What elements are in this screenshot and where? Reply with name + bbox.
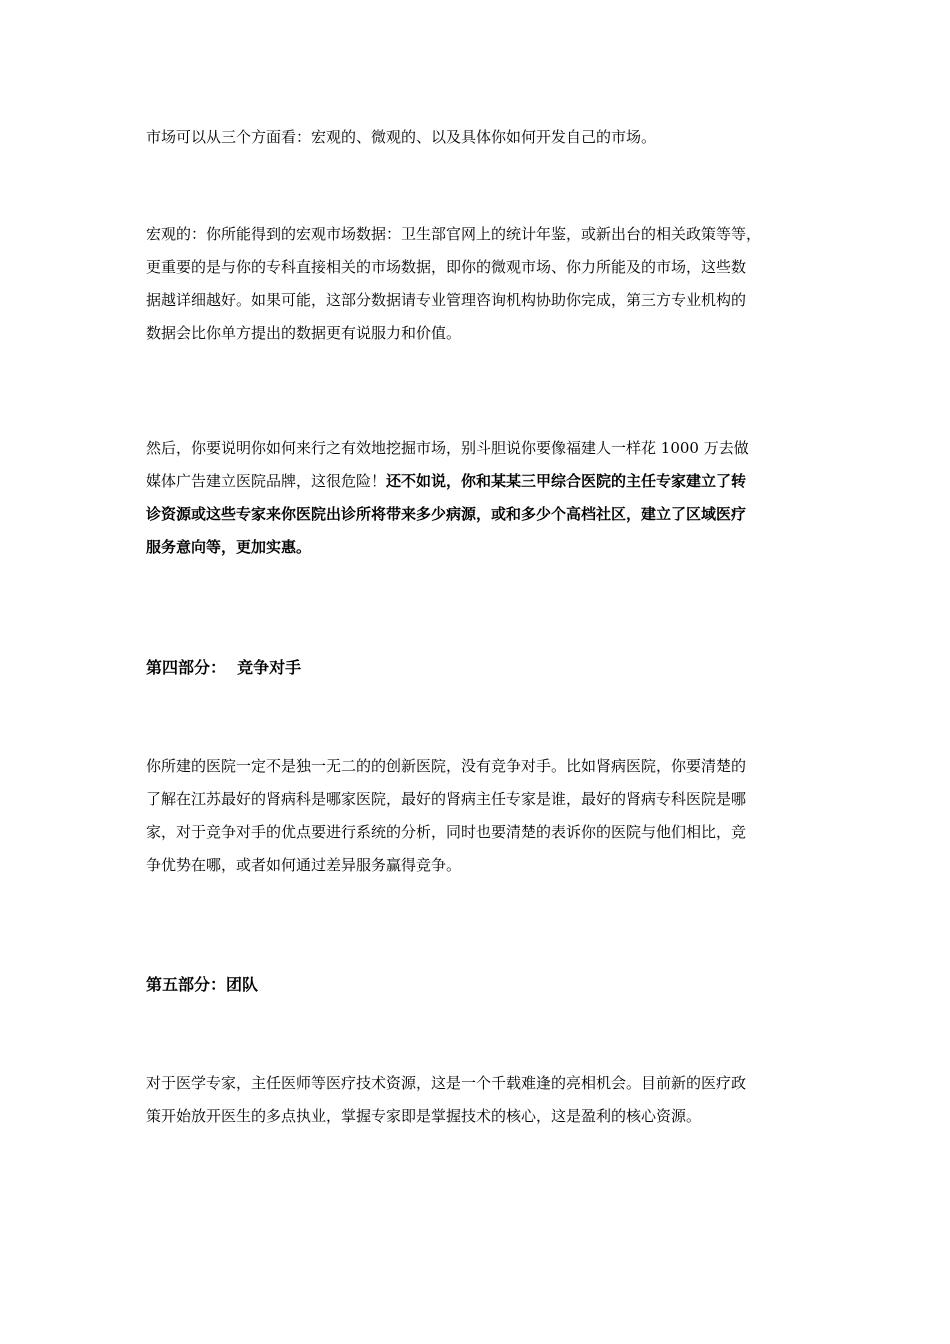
text-line: 家，对于竞争对手的优点要进行系统的分析，同时也要清楚的表诉你的医院与他们相比，竞 xyxy=(146,823,747,841)
text-bold: 还不如说，你和某某三甲综合医院的主任专家建立了转 xyxy=(386,472,747,490)
text-line: 更重要的是与你的专科直接相关的市场数据，即你的微观市场、你力所能及的市场，这些数 xyxy=(146,258,747,276)
text-normal: 媒体广告建立医院品牌，这很危险！ xyxy=(146,472,387,490)
paragraph-market-development xyxy=(146,432,816,564)
text-line: 然后，你要说明你如何来行之有效地挖掘市场，别斗胆说你要像福建人一样花 1000 万去做 xyxy=(146,439,749,457)
text-line xyxy=(146,465,816,498)
paragraph-competitors xyxy=(146,750,816,882)
text-line: 市场可以从三个方面看：宏观的、微观的、以及具体你如何开发自己的市场。 xyxy=(146,128,657,146)
text-line: 数据会比你单方提出的数据更有说服力和价值。 xyxy=(146,324,462,342)
section-heading-competitors: 第四部分： 竞争对手 xyxy=(146,658,302,677)
paragraph-macro-market xyxy=(146,218,816,350)
paragraph-market-overview xyxy=(146,121,816,154)
text-line: 宏观的：你所能得到的宏观市场数据：卫生部官网上的统计年鉴，或新出台的相关政策等等， xyxy=(146,225,762,243)
text-line: 策开始放开医生的多点执业，掌握专家即是掌握技术的核心，这是盈利的核心资源。 xyxy=(146,1107,702,1125)
text-line: 争优势在哪，或者如何通过差异服务赢得竞争。 xyxy=(146,856,462,874)
section-heading-team: 第五部分：团队 xyxy=(146,975,259,994)
text-line: 据越详细越好。如果可能，这部分数据请专业管理咨询机构协助你完成，第三方专业机构的 xyxy=(146,291,747,309)
text-line: 你所建的医院一定不是独一无二的的创新医院，没有竞争对手。比如肾病医院，你要清楚的 xyxy=(146,757,747,775)
text-line: 对于医学专家，主任医师等医疗技术资源，这是一个千载难逢的亮相机会。目前新的医疗政 xyxy=(146,1074,747,1092)
text-line: 了解在江苏最好的肾病科是哪家医院，最好的肾病主任专家是谁，最好的肾病专科医院是哪 xyxy=(146,790,747,808)
paragraph-team xyxy=(146,1067,816,1133)
text-line-bold: 服务意向等，更加实惠。 xyxy=(146,538,312,556)
text-line-bold: 诊资源或这些专家来你医院出诊所将带来多少病源，或和多少个高档社区，建立了区域医疗 xyxy=(146,505,747,523)
